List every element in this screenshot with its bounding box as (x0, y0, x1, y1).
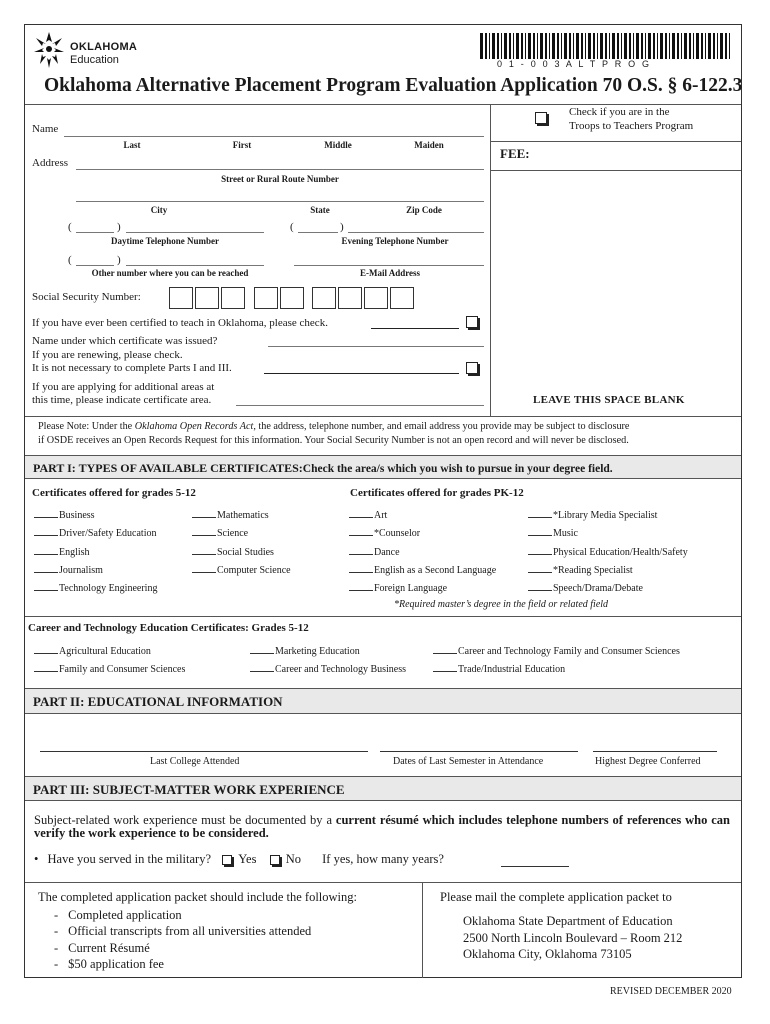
cert-pk12-item-checkline[interactable] (528, 582, 552, 591)
street-caption: Street or Rural Route Number (221, 174, 339, 184)
cert-5-12-item-label: Business (59, 510, 95, 521)
cert-5-12-item-checkline[interactable] (192, 564, 216, 573)
ssn-digit-2[interactable] (195, 287, 219, 309)
cert-pk12-item-label: *Counselor (374, 528, 421, 540)
cert-pk12-item-checkline[interactable] (528, 527, 552, 536)
packet-item-label: Official transcripts from all universities attended (68, 924, 312, 939)
barcode-bar (672, 33, 675, 59)
cert-pk12-item-checkline[interactable] (528, 546, 552, 555)
cert-5-12-item-checkline[interactable] (34, 509, 58, 518)
troops-checkbox[interactable] (535, 112, 547, 124)
barcode-bar (516, 33, 519, 59)
barcode-bar (621, 33, 622, 59)
cert-pk12-item-checkline[interactable] (349, 527, 373, 536)
barcode-bar (720, 33, 723, 59)
highest-degree-caption: Highest Degree Conferred (595, 756, 701, 767)
barcode-bar (489, 33, 490, 59)
cert-pk12-item-checkline[interactable] (349, 509, 373, 518)
barcode-bar (669, 33, 670, 59)
barcode-bar (617, 33, 619, 59)
career-cert-item-checkline[interactable] (250, 645, 274, 654)
barcode (480, 33, 735, 59)
barcode-bars (480, 33, 735, 59)
troops-label-1: Check if you are in the (569, 106, 670, 118)
highest-degree-field[interactable] (593, 751, 717, 752)
military-no-checkbox[interactable] (270, 855, 280, 865)
career-cert-item-label: Career and Technology Family and Consumer Sciences (458, 646, 680, 657)
address-city-field[interactable] (76, 201, 484, 202)
packet-item-dash: - (54, 940, 59, 955)
cert-5-12-item[interactable] (192, 546, 274, 558)
other-phone-paren-close: ) (117, 254, 121, 266)
packet-item-dash: - (54, 908, 59, 922)
military-years-question: If yes, how many years? (322, 852, 444, 866)
cert-pk12-item[interactable] (349, 546, 400, 558)
cert-pk12-item[interactable] (349, 509, 387, 521)
packet-title: The completed application packet should include the following: (38, 890, 358, 904)
ssn-digit-7[interactable] (338, 287, 362, 309)
ssn-digit-9[interactable] (390, 287, 414, 309)
mail-address-line: Oklahoma State Department of Education (463, 914, 673, 928)
cert-pk12-item-checkline[interactable] (349, 564, 373, 573)
renew-label-2: It is not necessary to complete Parts I and III. (32, 362, 232, 374)
barcode-bar (633, 33, 634, 59)
cert-pk12-item[interactable] (528, 527, 578, 539)
barcode-bar (504, 33, 507, 59)
cert-pk12-item-label: Speech/Drama/Debate (553, 583, 643, 595)
career-cert-item[interactable] (250, 645, 360, 657)
ssn-digit-8[interactable] (364, 287, 388, 309)
packet-item-label: $50 application fee (68, 956, 164, 971)
military-yes-checkbox[interactable] (222, 855, 232, 865)
barcode-bar (557, 33, 559, 59)
barcode-bar (657, 33, 658, 59)
barcode-bar (708, 33, 711, 59)
career-cert-item-label: Family and Consumer Sciences (59, 664, 186, 675)
open-records-notice-2: if OSDE receives an Open Records Request for this information. Your Social Security Number is not an open record and will never be disclosed. (38, 435, 629, 446)
cert-5-12-item[interactable] (192, 527, 248, 539)
military-bullet: • (34, 852, 39, 866)
barcode-bar (485, 33, 487, 59)
column-divider (490, 104, 491, 416)
additional-label-2: this time, please indicate certificate area. (32, 394, 212, 406)
ssn-label: Social Security Number: (32, 291, 141, 303)
additional-area-field[interactable] (236, 405, 484, 406)
barcode-bar (588, 33, 591, 59)
barcode-bar (501, 33, 502, 59)
career-cert-item-label: Trade/Industrial Education (458, 664, 566, 675)
day-phone-caption: Daytime Telephone Number (111, 236, 219, 246)
cert-pk12-item-label: *Reading Specialist (553, 564, 633, 576)
part1-instruction: Check the area/s which you wish to pursue in your degree field. (302, 463, 613, 475)
other-area-code-field[interactable] (76, 265, 114, 266)
cert-5-12-item[interactable] (34, 509, 95, 521)
packet-item (54, 924, 311, 939)
certified-checkbox[interactable] (466, 316, 478, 328)
cert-5-12-item-checkline[interactable] (192, 527, 216, 536)
cert-pk12-item-label: Art (374, 510, 388, 521)
part2-heading (25, 688, 741, 714)
mail-address-line: Oklahoma City, Oklahoma 73105 (463, 947, 632, 961)
barcode-bar (665, 33, 667, 59)
barcode-bar (681, 33, 682, 59)
day-area-code-field[interactable] (76, 232, 114, 233)
barcode-bar (545, 33, 547, 59)
barcode-bar (497, 33, 499, 59)
barcode-bar (569, 33, 571, 59)
barcode-bar (605, 33, 607, 59)
barcode-bar (705, 33, 706, 59)
career-cert-item-checkline[interactable] (433, 663, 457, 672)
military-question: Have you served in the military? (47, 852, 212, 866)
evening-phone-field[interactable] (348, 232, 484, 233)
barcode-bar (549, 33, 550, 59)
cert-pk12-item[interactable] (349, 527, 420, 539)
open-records-notice-1 (38, 421, 629, 432)
barcode-bar (509, 33, 511, 59)
cert-pk12-item-checkline[interactable] (349, 546, 373, 555)
other-phone-paren-open: ( (68, 254, 72, 266)
career-cert-item[interactable] (433, 663, 565, 675)
cert-5-12-item[interactable] (34, 546, 90, 558)
barcode-bar (528, 33, 531, 59)
cert-pk12-item-label: English as a Second Language (374, 564, 497, 576)
other-phone-caption: Other number where you can be reached (91, 268, 249, 278)
barcode-bar (612, 33, 615, 59)
renew-label-1: If you are renewing, please check. (32, 349, 183, 361)
ssn-digit-4[interactable] (254, 287, 278, 309)
masters-required-note: *Required master’s degree in the field or related field (394, 599, 609, 610)
career-cert-item[interactable] (34, 645, 151, 657)
name-maiden-caption: Maiden (414, 140, 444, 150)
notice-top-line (25, 416, 741, 417)
part1-heading (25, 455, 741, 479)
barcode-bar (689, 33, 691, 59)
packet-item (54, 941, 150, 956)
barcode-bar (561, 33, 562, 59)
leave-blank-label: LEAVE THIS SPACE BLANK (533, 394, 685, 406)
ssn-digit-3[interactable] (221, 287, 245, 309)
part3-heading (25, 776, 741, 801)
fee-top-line (490, 141, 741, 142)
work-experience-text (34, 814, 730, 840)
barcode-bar (597, 33, 598, 59)
packet-item-label: Completed application (68, 908, 182, 922)
barcode-bar (684, 33, 687, 59)
barcode-bar (701, 33, 703, 59)
barcode-bar (581, 33, 583, 59)
cert-pk12-item[interactable] (349, 582, 447, 594)
day-phone-field[interactable] (126, 232, 264, 233)
barcode-bar (600, 33, 603, 59)
part1-title: PART I: TYPES OF AVAILABLE CERTIFICATES: (33, 461, 303, 475)
barcode-bar (713, 33, 715, 59)
military-years-field[interactable] (501, 866, 569, 867)
barcode-bar (593, 33, 595, 59)
barcode-bar (480, 33, 483, 59)
military-yes-label: Yes (238, 852, 257, 866)
cert-pk12-item-label: Music (553, 528, 578, 540)
logo-line2: Education (70, 54, 119, 66)
packet-item-label: Current Résumé (68, 940, 150, 955)
cert-5-12-item-checkline[interactable] (192, 509, 216, 518)
barcode-bar (660, 33, 663, 59)
barcode-bar (729, 33, 730, 59)
cert-pk12-item[interactable] (528, 509, 657, 521)
cert-5-12-item-label: Social Studies (217, 546, 274, 558)
cert-pk12-item-label: Physical Education/Health/Safety (553, 546, 688, 558)
grades-5-12-title: Certificates offered for grades 5-12 (32, 487, 196, 499)
dates-attendance-field[interactable] (380, 751, 578, 752)
cert-5-12-item-label: Driver/Safety Education (59, 528, 157, 540)
career-title: Career and Technology Education Certificates: Grades 5-12 (28, 622, 309, 634)
address-label: Address (32, 157, 69, 169)
packet-divider (422, 882, 423, 978)
city-caption: City (150, 205, 168, 215)
certified-label: If you have ever been certified to teach in Oklahoma, please check. (32, 317, 328, 329)
cert-5-12-item-label: Journalism (59, 564, 103, 576)
barcode-bar (492, 33, 495, 59)
packet-item-dash: - (54, 956, 59, 971)
barcode-text: 0 1 - 0 0 3 A L T P R O G (497, 59, 652, 69)
barcode-bar (717, 33, 718, 59)
packet-item (54, 957, 164, 972)
mail-address-line: 2500 North Lincoln Boulevard – Room 212 (463, 930, 683, 945)
email-caption: E-Mail Address (359, 268, 421, 278)
military-question-row (34, 852, 444, 867)
work-experience-text-a: Subject-related work experience must be documented by a (34, 813, 336, 827)
ssn-digit-5[interactable] (280, 287, 304, 309)
barcode-bar (624, 33, 627, 59)
barcode-bar (645, 33, 646, 59)
evening-phone-paren-close: ) (340, 221, 344, 233)
barcode-bar (585, 33, 586, 59)
name-last-caption: Last (123, 140, 141, 150)
packet-top-line (25, 882, 741, 883)
mail-title: Please mail the complete application packet to (440, 890, 672, 904)
career-cert-item-checkline[interactable] (34, 663, 58, 672)
cert-5-12-item-label: Technology Engineering (59, 583, 158, 595)
cert-5-12-item[interactable] (34, 527, 156, 539)
barcode-bar (540, 33, 543, 59)
barcode-bar (525, 33, 526, 59)
last-college-caption: Last College Attended (150, 756, 240, 767)
barcode-bar (641, 33, 643, 59)
fee-bottom-line (490, 170, 741, 171)
email-field[interactable] (294, 265, 484, 266)
cert-pk12-item[interactable] (528, 564, 633, 576)
packet-item-dash: - (54, 924, 59, 939)
notice-text-b: , the address, telephone number, and email address you provide may be subject to disclosure (253, 421, 630, 432)
part2-title: PART II: EDUCATIONAL INFORMATION (33, 694, 283, 709)
address-street-field[interactable] (76, 169, 484, 170)
barcode-bar (636, 33, 639, 59)
barcode-bar (725, 33, 727, 59)
renew-line (264, 373, 459, 374)
ssn-digit-1[interactable] (169, 287, 193, 309)
cert-5-12-item-label: Mathematics (217, 510, 269, 521)
cert-5-12-item[interactable] (34, 564, 103, 576)
barcode-bar (533, 33, 535, 59)
barcode-bar (537, 33, 538, 59)
cert-5-12-item-checkline[interactable] (192, 546, 216, 555)
cert-5-12-item[interactable] (34, 582, 157, 594)
barcode-bar (521, 33, 523, 59)
cert-pk12-item-checkline[interactable] (528, 509, 552, 518)
career-cert-item-checkline[interactable] (250, 663, 274, 672)
cert-pk12-item-checkline[interactable] (528, 564, 552, 573)
cert-pk12-item-label: *Library Media Specialist (553, 510, 658, 521)
cert-name-label: Name under which certificate was issued? (32, 335, 218, 347)
cert-5-12-item-checkline[interactable] (34, 527, 58, 536)
header-divider (25, 104, 741, 105)
barcode-bar (564, 33, 567, 59)
zip-caption: Zip Code (406, 205, 442, 215)
part3-title: PART III: SUBJECT-MATTER WORK EXPERIENCE (33, 782, 345, 797)
packet-item (54, 908, 182, 923)
renew-checkbox[interactable] (466, 362, 478, 374)
form-title: Oklahoma Alternative Placement Program Evaluation Application 70 O.S. § 6-122.3 (44, 75, 743, 96)
cert-5-12-item-checkline[interactable] (34, 582, 58, 591)
barcode-bar (576, 33, 579, 59)
oklahoma-star-icon (32, 30, 66, 70)
barcode-bar (609, 33, 610, 59)
career-cert-item-label: Marketing Education (275, 646, 360, 657)
cert-pk12-item-label: Dance (374, 546, 400, 558)
cert-5-12-item-checkline[interactable] (34, 546, 58, 555)
cert-5-12-item-label: English (59, 546, 90, 558)
career-cert-item-label: Agricultural Education (59, 646, 151, 657)
career-cert-item-checkline[interactable] (433, 645, 457, 654)
barcode-bar (629, 33, 631, 59)
cert-pk12-item-label: Foreign Language (374, 583, 448, 595)
cert-5-12-item[interactable] (192, 564, 291, 576)
barcode-bar (513, 33, 514, 59)
cert-5-12-item-label: Science (217, 528, 249, 540)
military-no-label: No (285, 852, 301, 866)
day-phone-paren-close: ) (117, 221, 121, 233)
barcode-bar (653, 33, 655, 59)
career-cert-item[interactable] (34, 663, 185, 675)
career-top-line (25, 616, 741, 617)
barcode-bar (677, 33, 679, 59)
oklahoma-education-logo (30, 30, 160, 74)
name-label: Name (32, 123, 59, 135)
barcode-bar (696, 33, 699, 59)
name-field[interactable] (64, 136, 484, 137)
cert-5-12-item[interactable] (192, 509, 269, 521)
name-first-caption: First (232, 140, 252, 150)
dates-attendance-caption: Dates of Last Semester in Attendance (393, 756, 544, 767)
troops-label-2: Troops to Teachers Program (569, 120, 694, 132)
name-middle-caption: Middle (324, 140, 352, 150)
evening-area-code-field[interactable] (298, 232, 338, 233)
career-cert-item[interactable] (433, 645, 680, 657)
cert-pk12-item[interactable] (349, 564, 496, 576)
last-college-field[interactable] (40, 751, 368, 752)
career-cert-item-label: Career and Technology Business (275, 664, 407, 675)
barcode-bar (552, 33, 555, 59)
cert-pk12-item-checkline[interactable] (349, 582, 373, 591)
state-caption: State (310, 205, 330, 215)
other-phone-field[interactable] (126, 265, 264, 266)
revised-date: REVISED DECEMBER 2020 (610, 986, 732, 997)
additional-label-1: If you are applying for additional areas at (32, 381, 215, 393)
cert-5-12-item-label: Computer Science (217, 564, 291, 576)
notice-act-name: Oklahoma Open Records Act (134, 421, 254, 432)
career-cert-item[interactable] (250, 663, 406, 675)
logo-line1: OKLAHOMA (70, 41, 138, 53)
certified-line (371, 328, 459, 329)
cert-name-field[interactable] (268, 346, 484, 347)
work-experience-text-bold: current résumé which includes telephone numbers of references who can verify the work experience to be considered. (34, 813, 730, 840)
barcode-bar (693, 33, 694, 59)
evening-phone-caption: Evening Telephone Number (341, 236, 449, 246)
evening-phone-paren-open: ( (290, 221, 294, 233)
fee-label: FEE: (500, 146, 530, 161)
cert-pk12-item[interactable] (528, 582, 643, 594)
barcode-bar (573, 33, 574, 59)
barcode-bar (648, 33, 651, 59)
cert-pk12-item[interactable] (528, 546, 688, 558)
ssn-digit-6[interactable] (312, 287, 336, 309)
grades-pk12-title: Certificates offered for grades PK-12 (350, 487, 524, 499)
day-phone-paren-open: ( (68, 221, 72, 233)
cert-5-12-item-checkline[interactable] (34, 564, 58, 573)
career-cert-item-checkline[interactable] (34, 645, 58, 654)
notice-text-a: Please Note: Under the (38, 421, 135, 432)
